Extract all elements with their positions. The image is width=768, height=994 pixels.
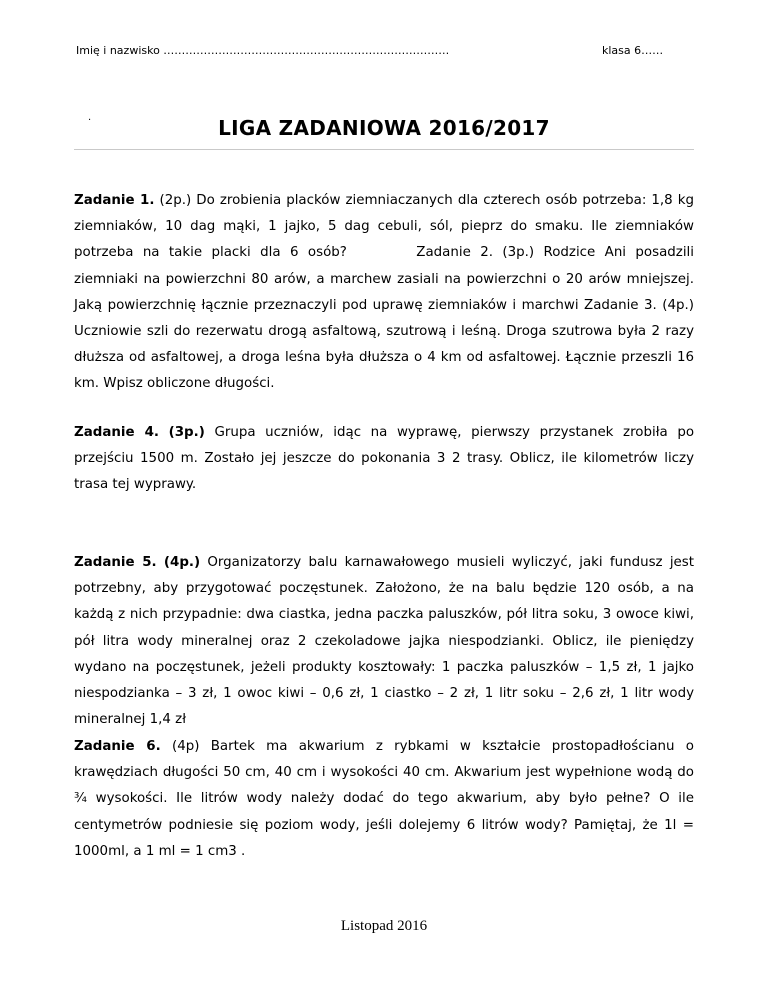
task-1-label: Zadanie 1. — [74, 193, 155, 208]
task-4-points: (3p.) — [168, 425, 205, 440]
task-4-text: Grupa uczniów, idąc na wyprawę, pierwszy przystanek zrobiła po przejściu 1500 m. Zostało jej jeszcze do pokonania 3 2 trasy. Oblicz, ile kilometrów liczy trasa tej wyprawy. — [74, 425, 695, 493]
title-divider — [74, 149, 694, 150]
task-5-paragraph — [74, 550, 694, 733]
task-1-paragraph — [74, 188, 694, 398]
task-6-label: Zadanie 6. — [74, 739, 161, 754]
task-4-label: Zadanie 4. — [74, 425, 159, 440]
task-5-text: Organizatorzy balu karnawałowego musieli wyliczyć, jaki fundusz jest potrzebny, aby przygotować poczęstunek. Założono, że na balu będzie 120 osób, a na każdą z nich przypadnie: dwa ciastka, jedna paczka paluszków, pół litra soku, 3 owoce kiwi, pół litra wody mineralnej oraz 2 czekoladowe jajka niespodzianki. Oblicz, ile pieniędzy wydano na poczęstunek, jeżeli produkty kosztowały: 1 paczka paluszków – 1,5 zł, 1 jajko niespodzianka – 3 zł, 1 owoc kiwi – 0,6 zł, 1 ciastko – 2 zł, 1 litr soku – 2,6 zł, 1 litr wody mineralnej 1,4 zł — [74, 555, 695, 728]
task-1-tail: Zadanie 2. (3p.) Rodzice Ani posadzili ziemniaki na powierzchni 80 arów, a marchew zasiali na powierzchni o 20 arów mniejszej. Jaką powierzchnię łącznie przeznaczyli pod uprawę ziemniaków i marchwi Zadanie 3. (4p.) Uczniowie szli do rezerwatu drogą asfaltową, szutrową i leśną. Droga szutrowa była 2 razy dłuższa od asfaltowej, a droga leśna była dłuższa o 4 km od asfaltowej. Łącznie przeszli 16 km. Wpisz obliczone długości. — [74, 245, 694, 392]
page-title: LIGA ZADANIOWA 2016/2017 — [218, 116, 550, 140]
task-5-label: Zadanie 5. — [74, 555, 157, 570]
task-6-text: Bartek ma akwarium z rybkami w kształcie prostopadłościanu o krawędziach długości 50 cm, 40 cm i wysokości 40 cm. Akwarium jest wypełnione wodą do ¾ wysokości. Ile litrów wody należy dodać do tego akwarium, aby było pełne? O ile centymetrów podniesie się poziom wody, jeśli dolejemy 6 litrów wody? Pamiętaj, że 1l = 1000ml, a 1 ml = 1 cm3 . — [74, 739, 694, 859]
header-mark: . — [88, 112, 92, 123]
task-5-points: (4p.) — [163, 555, 201, 570]
task-6-points: (4p) — [171, 739, 200, 754]
task-1-points: (2p.) — [159, 193, 192, 208]
page-footer: Listopad 2016 — [340, 918, 428, 934]
task-1-text: Do zrobienia placków ziemniaczanych dla czterech osób potrzeba: 1,8 kg ziemniaków, 10 dag mąki, 1 jajko, 5 dag cebuli, sól, pieprz do smaku. Ile ziemniaków potrzeba na takie placki dla 6 osób? — [74, 193, 695, 261]
task-4-paragraph — [74, 420, 694, 499]
task-6-paragraph — [74, 734, 694, 865]
class-line: klasa 6…… — [602, 44, 664, 57]
name-line: Imię i nazwisko …………………………………………………………………… — [76, 44, 450, 57]
